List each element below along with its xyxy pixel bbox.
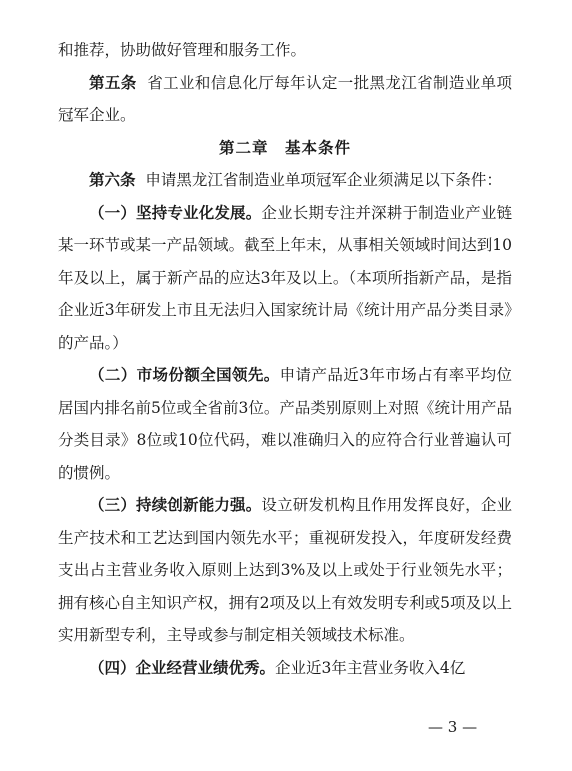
condition-3 (58, 489, 512, 652)
condition-2-text: 申请产品近3年市场占有率平均位居国内排名前5位或全省前3位。产品类别原则上对照《统计用产品分类目录》8位或10位代码，难以准确归入的应符合行业普遍认可的惯例。 (58, 366, 512, 482)
article-5 (58, 67, 512, 132)
condition-4-heading: （四）企业经营业绩优秀。 (89, 657, 276, 677)
page-content (58, 34, 512, 684)
article-6-text: 申请黑龙江省制造业单项冠军企业须满足以下条件： (145, 171, 502, 189)
article-6-label: 第六条 (89, 170, 136, 189)
article-5-text: 省工业和信息化厅每年认定一批黑龙江省制造业单项冠军企业。 (58, 73, 512, 124)
condition-2-heading: （二）市场份额全国领先。 (89, 365, 280, 384)
condition-2 (58, 359, 512, 489)
article-5-label: 第五条 (89, 72, 137, 92)
condition-1-text: 企业长期专注并深耕于制造业产业链某一环节或某一产品领域。截至上年末，从事相关领域时间达到10年及以上，属于新产品的应达3年及以上。（本项所指新产品，是指企业近3年研发上市且无法归入国家统计局《统计用产品分类目录》的产品。） (58, 203, 512, 352)
lead-paragraph: 和推荐，协助做好管理和服务工作。 (58, 41, 307, 59)
page-number: — 3 — (428, 718, 478, 736)
chapter-title: 第二章 基本条件 (219, 138, 351, 157)
condition-1-heading: （一）坚持专业化发展。 (89, 202, 262, 222)
condition-1 (58, 197, 512, 360)
condition-4 (58, 652, 512, 685)
condition-3-text: 设立研发机构且作用发挥良好，企业生产技术和工艺达到国内领先水平；重视研发投入，年度研发经费支出占主营业务收入原则上达到3%及以上或处于行业领先水平；拥有核心自主知识产权，拥有2项及以上有效发明专利或5项及以上实用新型专利，主导或参与制定相关领域技术标准。 (58, 496, 512, 644)
condition-4-text: 企业近3年主营业务收入4亿 (275, 658, 466, 677)
condition-3-heading: （三）持续创新能力强。 (89, 495, 262, 514)
article-6 (58, 164, 512, 197)
